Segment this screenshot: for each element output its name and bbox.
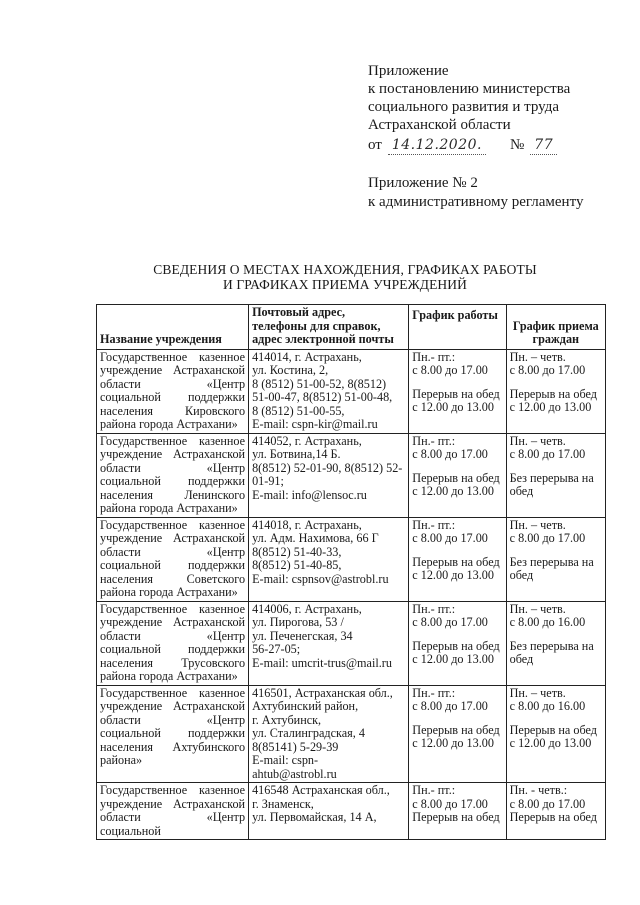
address-line: 414018, г. Астрахань, (252, 517, 362, 532)
reception-line: обед (509, 484, 534, 498)
work-line: с 8.00 до 17.00 (412, 699, 488, 713)
address-line: E-mail: cspnsov@astrobl.ru (252, 571, 389, 586)
institution-name: Государственное казенное учреждение Астраханской области «Центр социальной поддержки населения Ленинского района города Астрахани» (97, 433, 249, 517)
reception-line: Перерыв на обед (509, 386, 597, 401)
reception-line: Перерыв на обед (509, 722, 597, 737)
address-line: E-mail: umcrit-trus@mail.ru (252, 655, 392, 670)
address-line: 56-27-05; (252, 642, 301, 656)
work-line: Перерыв на обед (412, 810, 500, 824)
heading-line-2: И ГРАФИКАХ ПРИЕМА УЧРЕЖДЕНИЙ (223, 277, 467, 292)
address-line: 8 (8512) 51-00-52, 8(8512) (252, 376, 387, 391)
reception-line: Пн. – четв. (509, 685, 566, 700)
appendix-block (368, 62, 604, 155)
address-line: 01-91; (252, 474, 284, 488)
document-heading (140, 262, 550, 292)
address-cell (249, 783, 409, 840)
address-cell (249, 601, 409, 685)
reception-line: Без перерыва на (509, 554, 594, 569)
work-line: с 12.00 до 13.00 (412, 652, 494, 666)
institution-name: Государственное казенное учреждение Астраханской области «Центр социальной поддержки населения Советского района города Астрахани» (97, 517, 249, 601)
reception-line (510, 462, 602, 472)
work-line: с 12.00 до 13.00 (412, 568, 494, 582)
appendix-title: Приложение (368, 63, 449, 79)
reception-line: Без перерыва на (509, 470, 594, 485)
institution-name: Государственное казенное учреждение Астраханской области «Центр социальной поддержки населения Ахтубинского района» (97, 685, 249, 783)
work-schedule-cell (409, 685, 506, 783)
address-line: г. Знаменск, (252, 796, 314, 811)
address-line: 8(8512) 51-40-85, (252, 558, 342, 572)
work-line (412, 546, 502, 556)
work-line (412, 462, 502, 472)
address-line: 51-00-47, 8(8512) 51-00-48, (252, 390, 393, 404)
address-line: 8(8512) 51-40-33, (252, 544, 342, 559)
work-line: с 8.00 до 17.00 (412, 615, 488, 629)
work-line: с 8.00 до 17.00 (412, 447, 488, 461)
reception-line (510, 714, 602, 724)
work-line: с 8.00 до 17.00 (412, 796, 488, 811)
reception-line: Без перерыва на (509, 638, 594, 653)
work-line: Перерыв на обед (412, 386, 500, 401)
reception-line (510, 630, 602, 640)
address-line: ул. Сталинградская, 4 (252, 726, 365, 740)
address-cell (249, 433, 409, 517)
reception-line: обед (509, 568, 534, 582)
address-line: ул. Ботвина,14 Б. (252, 447, 341, 461)
address-line: ahtub@astrobl.ru (252, 766, 337, 781)
address-line: Ахтубинский район, (252, 699, 359, 713)
handwritten-number: 77 (530, 136, 557, 155)
work-line: Пн.- пт.: (412, 433, 456, 448)
table-row (97, 349, 606, 433)
institution-name: Государственное казенное учреждение Астраханской области «Центр социальной (97, 783, 249, 840)
reception-line: Пн. – четв. (509, 349, 566, 364)
work-line: с 12.00 до 13.00 (412, 736, 494, 750)
reception-line: с 8.00 до 16.00 (509, 615, 586, 629)
address-line: 416501, Астраханская обл., (252, 685, 393, 700)
work-line: Пн.- пт.: (412, 783, 456, 797)
work-line: Пн.- пт.: (412, 349, 456, 364)
table-header-row (97, 305, 606, 350)
work-line: с 12.00 до 13.00 (412, 484, 494, 498)
address-line: 8(85141) 5-29-39 (252, 739, 339, 754)
handwritten-date: 14.12.2020. (388, 136, 486, 155)
reception-schedule-cell (506, 783, 605, 840)
reception-schedule-cell (506, 433, 605, 517)
reception-line: Пн. – четв. (509, 601, 566, 616)
reception-schedule-cell (506, 517, 605, 601)
appendix-line-2: социального развития и труда (368, 99, 559, 115)
header-work-schedule: График работы (409, 305, 506, 350)
address-cell (249, 517, 409, 601)
address-line: 414006, г. Астрахань, (252, 601, 362, 616)
table-row (97, 517, 606, 601)
address-line: ул. Первомайская, 14 А, (252, 810, 377, 824)
reception-line: с 8.00 до 16.00 (509, 699, 586, 713)
work-schedule-cell (409, 433, 506, 517)
table-row (97, 433, 606, 517)
work-line: Перерыв на обед (412, 554, 500, 569)
reception-line: с 8.00 до 17.00 (509, 363, 586, 377)
work-line (412, 630, 502, 640)
work-schedule-cell (409, 783, 506, 840)
header-address: Почтовый адрес, телефоны для справок, адрес электронной почты (249, 305, 409, 350)
work-schedule-cell (409, 601, 506, 685)
work-schedule-cell (409, 349, 506, 433)
reception-line: Перерыв на обед (509, 810, 597, 824)
appendix-line-3: Астраханской области (368, 117, 511, 133)
reception-line: обед (509, 652, 534, 666)
address-line: 414052, г. Астрахань, (252, 433, 362, 448)
address-line: 414014, г. Астрахань, (252, 349, 362, 364)
work-line: Перерыв на обед (412, 638, 500, 653)
address-line: E-mail: cspn-kir@mail.ru (252, 417, 378, 431)
table-row (97, 685, 606, 783)
reception-line: с 12.00 до 13.00 (509, 736, 592, 750)
address-line: 8 (8512) 51-00-55, (252, 403, 345, 418)
address-line: 416548 Астраханская обл., (252, 783, 390, 797)
work-line: с 12.00 до 13.00 (412, 400, 494, 414)
work-line: Перерыв на обед (412, 470, 500, 485)
address-line: ул. Печенегская, 34 (252, 628, 353, 643)
reception-schedule-cell (506, 685, 605, 783)
appendix-2-subtitle: к административному регламенту (368, 194, 584, 210)
reception-line: с 8.00 до 17.00 (509, 796, 586, 811)
address-line: ул. Пирогова, 53 / (252, 615, 344, 629)
work-line: Пн.- пт.: (412, 685, 456, 700)
reception-line: Пн. - четв.: (509, 783, 568, 797)
address-line: ул. Адм. Нахимова, 66 Г (252, 531, 379, 545)
work-schedule-cell (409, 517, 506, 601)
reception-schedule-cell (506, 349, 605, 433)
reception-line (510, 378, 602, 388)
address-line: г. Ахтубинск, (252, 712, 322, 727)
from-label: от (368, 137, 382, 153)
institutions-table (96, 304, 606, 840)
institution-name: Государственное казенное учреждение Астраханской области «Центр социальной поддержки населения Кировского района города Астрахани» (97, 349, 249, 433)
address-line: 8(8512) 52-01-90, 8(8512) 52- (252, 460, 403, 475)
date-number-row (368, 136, 604, 155)
header-name: Название учреждения (97, 305, 249, 350)
header-reception-schedule: График приема граждан (506, 305, 605, 350)
address-line: E-mail: info@lensoc.ru (252, 487, 367, 502)
work-line: с 8.00 до 17.00 (412, 531, 488, 545)
appendix-line-1: к постановлению министерства (368, 81, 571, 97)
institution-name: Государственное казенное учреждение Астраханской области «Центр социальной поддержки населения Трусовского района города Астрахани» (97, 601, 249, 685)
work-line: Пн.- пт.: (412, 517, 456, 532)
reception-line (510, 546, 602, 556)
table-row (97, 601, 606, 685)
reception-line: Пн. – четв. (509, 433, 566, 448)
address-cell (249, 349, 409, 433)
address-line: E-mail: cspn- (252, 753, 319, 767)
reception-line: с 8.00 до 17.00 (509, 447, 586, 461)
reception-line: с 12.00 до 13.00 (509, 400, 592, 414)
work-line (412, 714, 502, 724)
reception-schedule-cell (506, 601, 605, 685)
heading-line-1: СВЕДЕНИЯ О МЕСТАХ НАХОЖДЕНИЯ, ГРАФИКАХ РАБОТЫ (153, 262, 537, 277)
number-label: № (509, 137, 525, 153)
address-cell (249, 685, 409, 783)
appendix-2-title: Приложение № 2 (368, 175, 478, 191)
work-line: Перерыв на обед (412, 722, 500, 737)
work-line: Пн.- пт.: (412, 601, 456, 616)
appendix-2-block (368, 174, 583, 212)
work-line (412, 378, 502, 388)
work-line: с 8.00 до 17.00 (412, 363, 488, 377)
reception-line: с 8.00 до 17.00 (509, 531, 586, 545)
table-row (97, 783, 606, 840)
reception-line: Пн. – четв. (509, 517, 566, 532)
address-line: ул. Костина, 2, (252, 363, 329, 377)
